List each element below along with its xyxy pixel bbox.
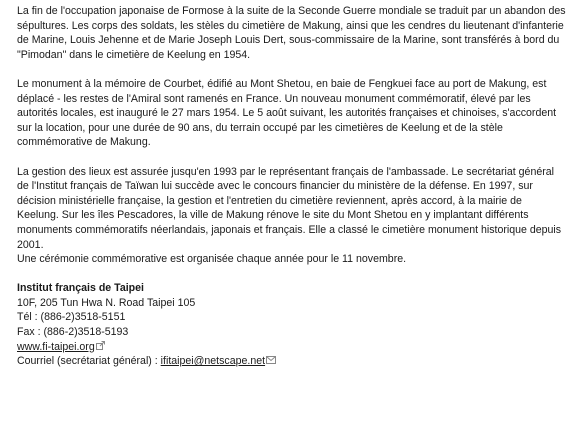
text-line: "Pimodan" dans le cimetière de Keelung en 1954. — [17, 48, 251, 61]
contact-heading: Institut français de Taipei — [17, 282, 144, 295]
paragraph-2 — [17, 77, 567, 150]
text-line: déplacé - les restes de l'Amiral sont ramenés en France. Un nouveau monument commémoratif, élevé par les — [17, 92, 531, 105]
website-link[interactable]: www.fi-taipei.org — [17, 340, 95, 353]
text-line: La gestion des lieux est assurée jusqu'en 1993 par le représentant français de l'ambassade. Le secrétariat général — [17, 165, 555, 178]
paragraph-3 — [17, 165, 567, 267]
email-link[interactable]: ifitaipei@netscape.net — [160, 355, 266, 368]
text-line: commémorative de Makung. — [17, 136, 151, 149]
text-line: décision ministérielle française, la gestion et l'entretien du cimetière reviennent, après accord, à la mairie de — [17, 194, 522, 207]
contact-website-line — [17, 340, 567, 355]
external-link-icon[interactable] — [96, 340, 105, 355]
text-line: de l'Institut français de Taïwan lui succède avec le concours financier du ministère de la défense. En 1997, sur — [17, 180, 533, 193]
text-line: de Marine, Louis Jehenne et de Marie Joseph Louis Dert, sous-commissaire de la Marine, sont transférés à bord du — [17, 34, 560, 47]
mail-icon[interactable] — [266, 354, 276, 369]
text-line: autorités locales, est inauguré le 27 mars 1954. Le 5 août suivant, les autorités françaises et chinoises, s'accordent — [17, 107, 557, 120]
text-line: sur la location, pour une durée de 90 ans, du terrain occupé par les cimetières de Keelung et de la stèle — [17, 121, 503, 134]
contact-address: 10F, 205 Tun Hwa N. Road Taipei 105 — [17, 296, 196, 309]
paragraph-1 — [17, 4, 567, 62]
text-line: Keelung. Sur les îles Pescadores, la ville de Makung rénove le site du Mont Shetou en y implantant différents — [17, 209, 529, 222]
contact-block — [17, 281, 567, 369]
email-label: Courriel (secrétariat général) : — [17, 355, 161, 368]
text-line: 2001. — [17, 238, 44, 251]
text-line: monuments commémoratifs néerlandais, japonais et français. Elle a classé le cimetière monument historique depuis — [17, 223, 562, 236]
contact-fax: Fax : (886-2)3518-5193 — [17, 326, 129, 339]
document-page — [17, 4, 567, 369]
text-line: sépultures. Les corps des soldats, les stèles du cimetière de Makung, ainsi que les cendres du lieutenant d'infanterie — [17, 19, 564, 32]
contact-phone: Tél : (886-2)3518-5151 — [17, 311, 126, 324]
text-line: La fin de l'occupation japonaise de Formose à la suite de la Seconde Guerre mondiale se traduit par un abandon des — [17, 5, 566, 17]
text-line: Le monument à la mémoire de Courbet, édifié au Mont Shetou, en baie de Fengkuei face au port de Makung, est — [17, 77, 547, 90]
text-line: Une cérémonie commémorative est organisée chaque année pour le 11 novembre. — [17, 253, 407, 266]
contact-email-line — [17, 354, 567, 369]
